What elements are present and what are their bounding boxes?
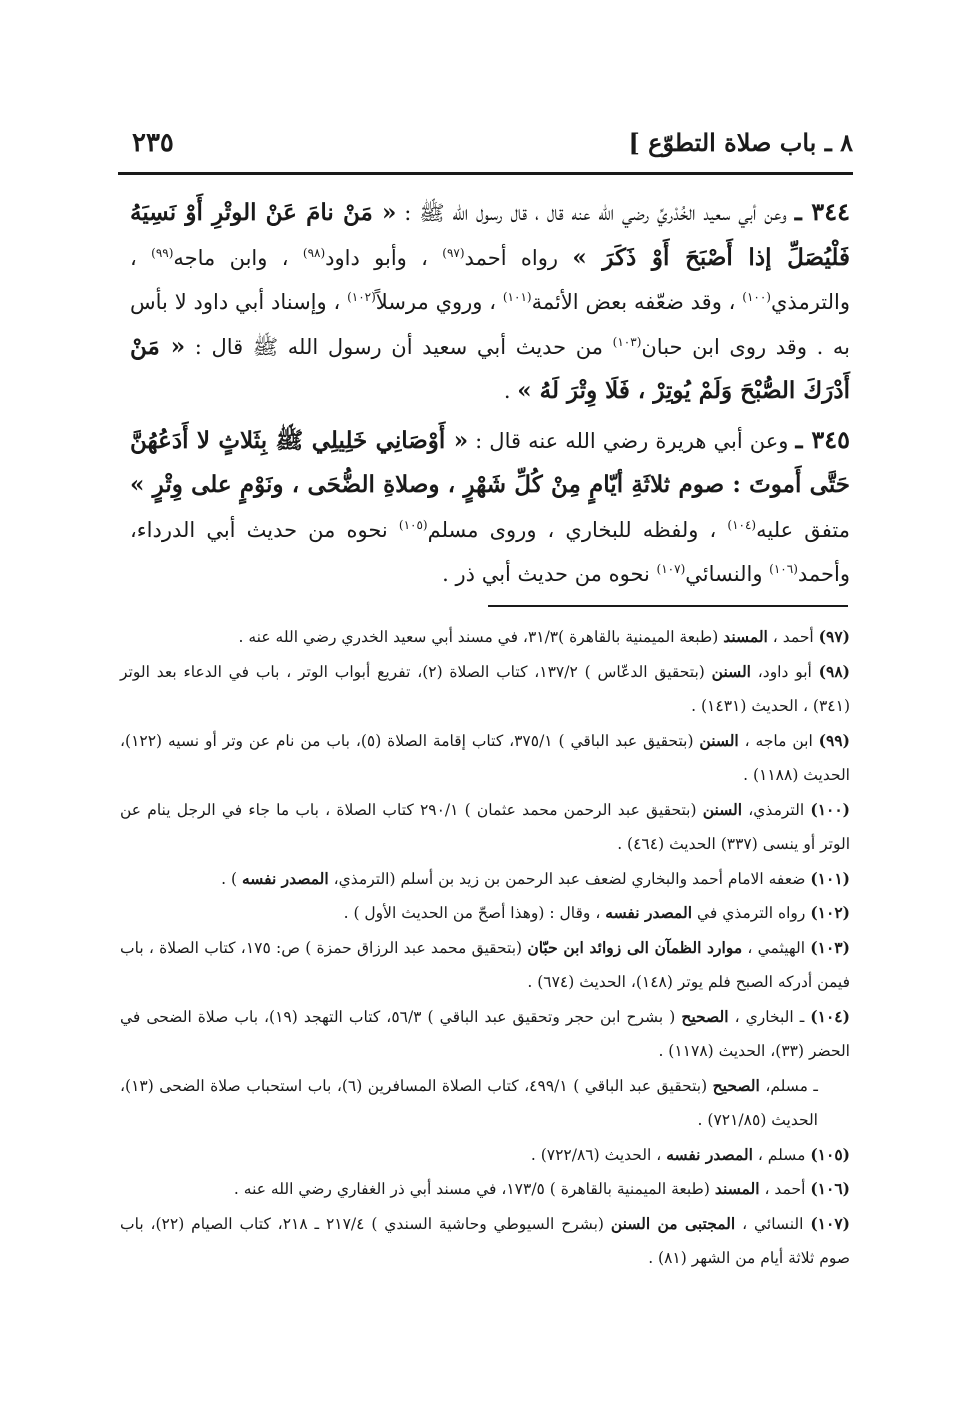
footnote-ref[interactable]: (١٠٠) <box>742 290 771 304</box>
footnote-100 <box>120 793 850 862</box>
footnote-text: ، الحديث (٧٢٢/٨٦) . <box>530 1145 662 1164</box>
footnote-104 <box>120 1000 850 1069</box>
footnote-text: أحمد ، <box>764 1180 806 1198</box>
footnote-text: (بتحقيق عبد الباقي ) ٤٩٩/١، كتاب الصلاة المسافرين (٦)، باب استحباب صلاة الضحى (١٣)، الحديث (٧٢١/٨٥) . <box>120 1076 818 1129</box>
footnote-ref[interactable]: (١٠١) <box>502 290 532 304</box>
footnote-number: (١٠٧) <box>810 1213 850 1233</box>
header-rule <box>118 172 853 175</box>
footnote-text: ) . <box>221 869 238 888</box>
footnote-text: أبو داود، <box>757 662 812 681</box>
footnote-number: (٩٨) <box>818 661 850 681</box>
hadith-text: رواه أحمد <box>464 245 558 270</box>
footnote-ref[interactable]: (١٠٤) <box>727 517 757 532</box>
footnote-source: السنن <box>699 730 739 750</box>
footnote-text: النسائي ، <box>742 1214 804 1233</box>
footnote-source: المصدر نفسه <box>241 868 329 888</box>
footnote-source: الصحيح <box>712 1075 760 1095</box>
footnote-source: السنن <box>711 661 751 681</box>
hadith-number: ٣٤٥ ـ <box>795 424 850 454</box>
main-text <box>130 190 850 597</box>
hadith-quote: « أَوْصَانِي خَلِيلِي ﷺ بِثَلاثٍ لا أَدَعُهُنَّ حَتَّى أَموتَ : صوم ثلاثَةِ أيّامٍ مِنْ كُلِّ شَهْرٍ ، وصلاةِ الضُّحَى ، ونَوْمٍ على وِتْرٍ » <box>130 426 850 498</box>
footnote-text: ـ البخاري ، <box>734 1007 805 1026</box>
footnote-99 <box>120 724 850 793</box>
footnote-text: رواه الترمذي في <box>696 904 806 922</box>
footnote-number: (١٠١) <box>810 868 850 888</box>
footnote-104-continued <box>120 1069 850 1138</box>
footnote-separator <box>488 605 848 607</box>
hadith-345 <box>130 418 850 597</box>
footnote-text: (بتحقيق عبد الرحمن محمد عثمان ) ٢٩٠/١ كتاب الصلاة ، باب ما جاء في الرجل ينام عن الوتر أو ينسى (٣٣٧) الحديث (٤٦٤) . <box>120 800 850 853</box>
footnote-107 <box>120 1207 850 1276</box>
footnote-number: (١٠٥) <box>810 1144 850 1164</box>
hadith-text: متفق عليه <box>756 517 851 542</box>
footnote-number: (١٠٣) <box>810 937 850 957</box>
footnote-101 <box>120 862 850 897</box>
hadith-text: من حديث أبي سعيد أن رسول الله ﷺ قال : <box>194 334 604 359</box>
footnote-105 <box>120 1138 850 1173</box>
footnote-number: (١٠٢) <box>810 903 850 922</box>
footnote-text: (طبعة الميمنية بالقاهرة )٣١/٣، في مسند أبي سعيد الخدري رضي الله عنه . <box>238 628 719 646</box>
footnote-103 <box>120 931 850 1000</box>
footnote-98 <box>120 655 850 724</box>
page-number: ٢٣٥ <box>132 128 174 158</box>
hadith-text: ، وروي مرسلاً <box>375 290 497 314</box>
footnote-ref[interactable]: (٩٩) <box>151 245 174 260</box>
footnote-text: ( بشرح ابن حجر وتحقيق عبد الباقي ) ٥٦/٣، كتاب التهجد (١٩)، باب صلاة الضحى في الحضر (٣٣)، الحديث (١١٧٨) . <box>120 1007 850 1060</box>
footnotes <box>120 620 850 1276</box>
footnote-text: الترمذي، <box>748 800 805 819</box>
hadith-text: ، وقد ضعّفه بعض الأئمة <box>531 290 736 314</box>
footnote-number: (١٠٦) <box>810 1179 850 1198</box>
hadith-text: ، وإسناد أبي داود لا بأس به . وقد روى ابن حبان <box>130 290 850 359</box>
footnote-number: (٩٩) <box>818 730 850 750</box>
footnote-source: المجتبى من السنن <box>610 1213 736 1233</box>
footnote-text: الهيثمي ، <box>747 938 806 957</box>
page-header <box>118 128 853 168</box>
hadith-text: ، ولفظه للبخاري ، وروى مسلم <box>427 517 717 542</box>
hadith-intro: وعن أبي سعيد الخُدْريِّ رضي الله عنه قال ، قال رسول الله ﷺ : <box>404 201 787 225</box>
footnote-text: (بشرح السيوطي وحاشية السندي ) ٢١٧/٤ ـ ٢١٨، كتاب الصيام (٢٢)، باب صوم ثلاثة أيام من الشهر (٨١) . <box>120 1214 850 1267</box>
hadith-text: ، والترمذي <box>130 245 850 314</box>
footnote-text: ـ مسلم، <box>765 1076 818 1095</box>
footnote-text: (طبعة الميمنية بالقاهرة ) ١٧٣/٥، في مسند أبي ذر الغفاري رضي الله عنه . <box>233 1180 710 1198</box>
footnote-106 <box>120 1172 850 1207</box>
footnote-source: الصحيح <box>681 1006 729 1026</box>
footnote-102 <box>120 896 850 931</box>
hadith-text: . <box>503 379 511 403</box>
chapter-title: ٨ ـ باب صلاة التطوّع ] <box>628 128 853 157</box>
hadith-quote-2: « مَنْ أَدْرَكَ الصُّبْحَ وَلَمْ يُوتِرْ ، فَلَا وِتْرَ لَهُ » <box>130 332 850 404</box>
footnote-source: السنن <box>702 799 743 819</box>
hadith-intro: وعن أبي هريرة رضي الله عنه قال : <box>475 428 789 453</box>
footnote-text: (بتحقيق عبد الباقي ) ٣٧٥/١، كتاب إقامة الصلاة (٥)، باب من نام عن وتر أو نسيه (١٢٢)، الحديث (١١٨٨) . <box>120 731 850 784</box>
footnote-number: (٩٧) <box>818 627 850 646</box>
footnote-ref[interactable]: (١٠٣) <box>612 334 642 349</box>
footnote-source: المصدر نفسه <box>666 1144 753 1164</box>
footnote-text: ضعفه الامام أحمد والبخاري لضعف عبد الرحمن بن زيد بن أسلم (الترمذي، <box>333 869 806 888</box>
hadith-quote: « مَنْ نامَ عَنْ الوتْرِ أَوْ نَسِيَهُ فَلْيُصَلِّ إذا أَصْبَحَ أَوْ ذَكَرَ » <box>130 199 851 271</box>
hadith-number: ٣٤٤ ـ <box>794 197 850 226</box>
footnote-ref[interactable]: (١٠٢) <box>347 290 376 304</box>
footnote-text: (بتحقيق محمد عبد الرزاق حمزة ) ص: ١٧٥، كتاب الصلاة ، باب فيمن أدركه الصبح فلم يوتر (١٤٨)، الحديث (٦٧٤) . <box>120 938 850 991</box>
footnote-97 <box>120 620 850 655</box>
footnote-source: موارد الظمآن الى زوائد ابن حبّان <box>527 937 743 957</box>
footnote-number: (١٠٤) <box>810 1006 850 1026</box>
hadith-text: والنسائي <box>685 562 763 586</box>
footnote-ref[interactable]: (٩٨) <box>302 245 326 260</box>
hadith-text: نحوه من حديث أبي الدرداء، وأحمد <box>130 517 850 586</box>
hadith-text: نحوه من حديث أبي ذر . <box>442 562 650 586</box>
footnote-ref[interactable]: (١٠٧) <box>656 562 686 576</box>
footnote-ref[interactable]: (١٠٥) <box>398 517 428 532</box>
footnote-ref[interactable]: (٩٧) <box>442 245 465 260</box>
footnote-text: مسلم ، <box>757 1145 806 1164</box>
hadith-text: ، وأبو داود <box>325 245 428 270</box>
footnote-source: المسند <box>714 1179 760 1198</box>
footnote-text: ابن ماجه ، <box>744 731 813 750</box>
footnote-source: المصدر نفسه <box>605 903 693 922</box>
footnote-source: المسند <box>723 627 768 646</box>
footnote-text: أحمد ، <box>772 628 814 646</box>
footnote-text: ، وقال : (وهذا أصحّ من الحديث الأول ) . <box>343 904 601 922</box>
footnote-number: (١٠٠) <box>810 799 851 819</box>
footnote-text: (بتحقيق الدعّاس ) ١٣٧/٢، كتاب الصلاة (٢)، تفريع أبواب الوتر ، باب في الدعاء بعد الوتر (٣٤١) ، الحديث (١٤٣١) . <box>120 662 850 715</box>
footnote-ref[interactable]: (١٠٦) <box>769 562 798 576</box>
hadith-text: ، وابن ماجه <box>173 245 289 270</box>
hadith-344 <box>130 190 850 414</box>
